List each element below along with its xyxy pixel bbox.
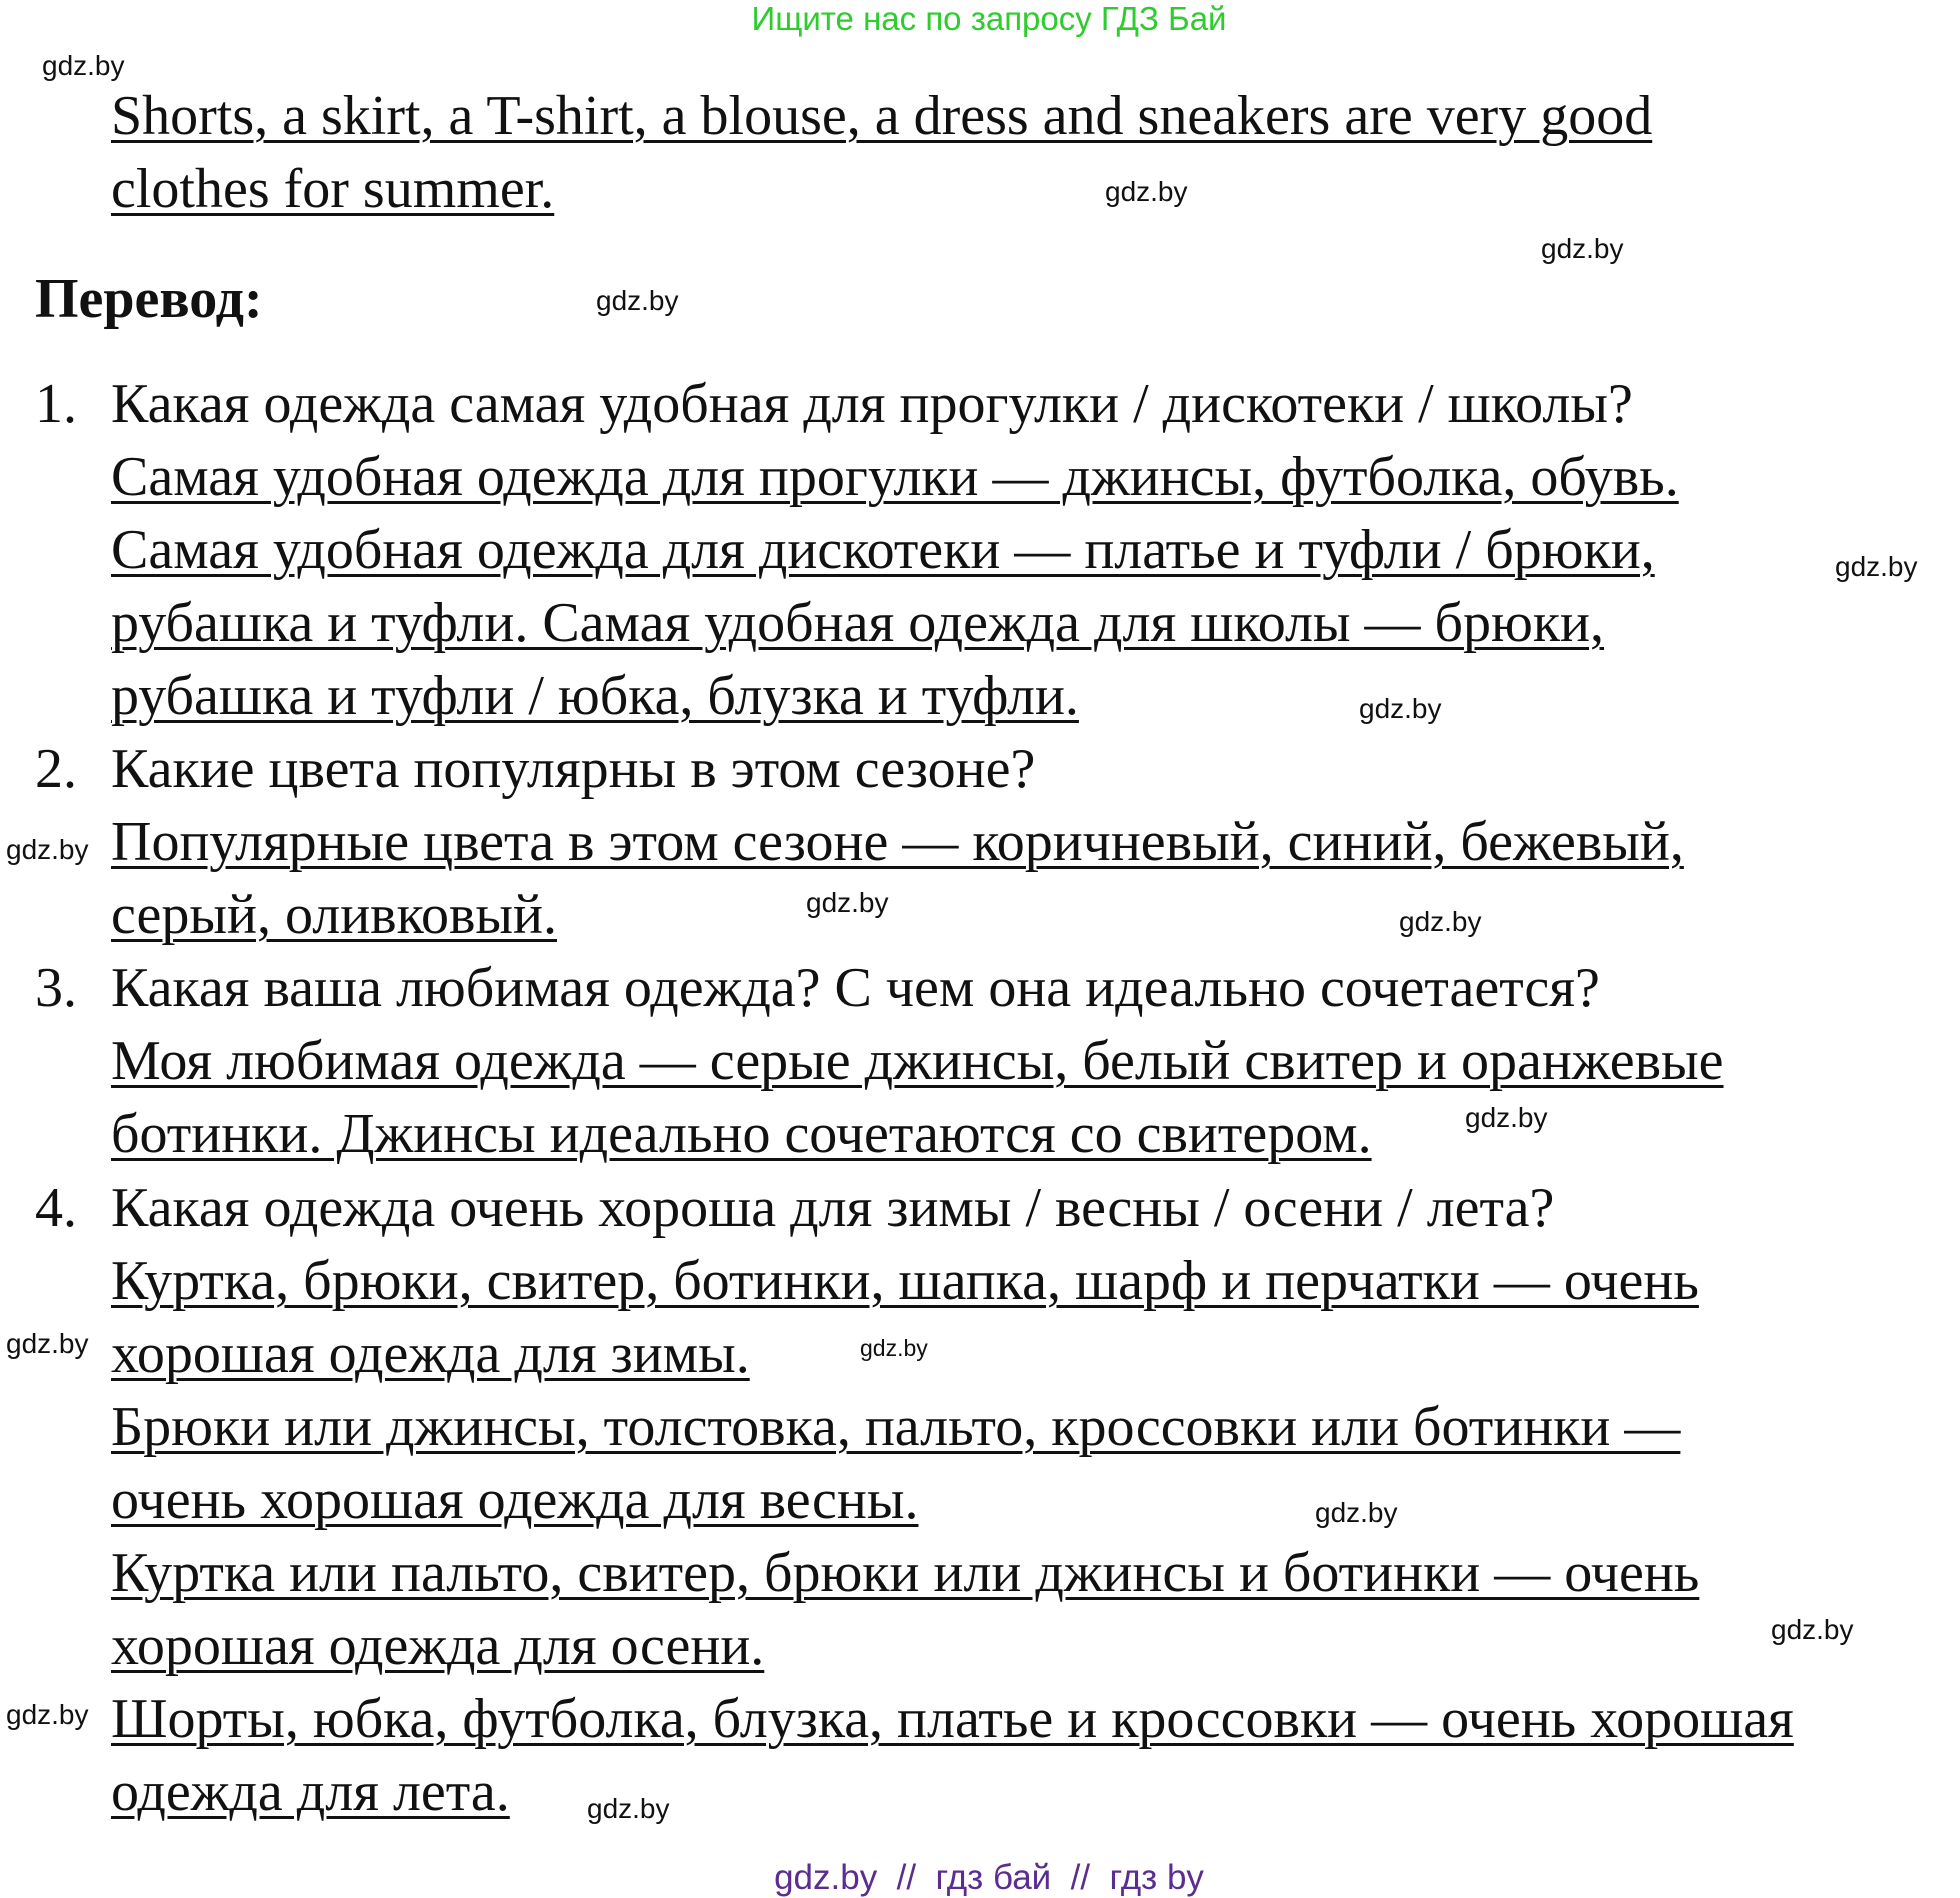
watermark: gdz.by [1771, 1614, 1854, 1645]
watermark: gdz.by [596, 285, 679, 316]
english-line: clothes for summer. [111, 158, 555, 220]
item-number: 1. [35, 373, 77, 435]
watermark: gdz.by [1541, 233, 1624, 264]
answer-line: хорошая одежда для осени. [111, 1615, 765, 1677]
answer-line: очень хорошая одежда для весны. [111, 1469, 919, 1531]
watermark: gdz.by [6, 834, 89, 865]
watermark: gdz.by [1105, 176, 1188, 207]
answer-line: Брюки или джинсы, толстовка, пальто, кроссовки или ботинки — [111, 1396, 1681, 1458]
answer-line: Самая удобная одежда для прогулки — джинсы, футболка, обувь. [111, 446, 1679, 508]
answer-line: рубашка и туфли / юбка, блузка и туфли. [111, 665, 1079, 727]
watermark: gdz.by [1399, 906, 1482, 937]
footer-links: gdz.by // гдз бай // гдз by [774, 1858, 1204, 1897]
answer-line: Моя любимая одежда — серые джинсы, белый свитер и оранжевые [111, 1030, 1724, 1092]
answer-line: ботинки. Джинсы идеально сочетаются со свитером. [111, 1103, 1372, 1165]
search-hint-header: Ищите нас по запросу ГДЗ Бай [751, 0, 1227, 37]
watermark: gdz.by [860, 1335, 928, 1361]
answer-line: Популярные цвета в этом сезоне — коричневый, синий, бежевый, [111, 811, 1684, 873]
watermark: gdz.by [6, 1699, 89, 1730]
english-line: Shorts, a skirt, a T-shirt, a blouse, a dress and sneakers are very good [111, 85, 1653, 147]
answer-line: Куртка или пальто, свитер, брюки или джинсы и ботинки — очень [111, 1542, 1700, 1604]
question: Какие цвета популярны в этом сезоне? [111, 738, 1036, 800]
watermark: gdz.by [6, 1328, 89, 1359]
item-number: 2. [35, 738, 77, 800]
answer-line: Куртка, брюки, свитер, ботинки, шапка, шарф и перчатки — очень [111, 1250, 1699, 1312]
question: Какая ваша любимая одежда? С чем она идеально сочетается? [111, 957, 1600, 1019]
question: Какая одежда очень хороша для зимы / весны / осени / лета? [111, 1177, 1555, 1239]
watermark: gdz.by [42, 50, 125, 81]
item-number: 3. [35, 957, 77, 1019]
answer-line: одежда для лета. [111, 1761, 510, 1823]
watermark: gdz.by [1359, 693, 1442, 724]
watermark: gdz.by [1315, 1497, 1398, 1528]
question: Какая одежда самая удобная для прогулки / дискотеки / школы? [111, 373, 1633, 435]
watermark: gdz.by [806, 887, 889, 918]
watermark: gdz.by [1835, 551, 1918, 582]
item-number: 4. [35, 1177, 77, 1239]
translation-title: Перевод: [35, 268, 263, 330]
answer-line: серый, оливковый. [111, 884, 558, 946]
answer-line: хорошая одежда для зимы. [111, 1323, 750, 1385]
answer-line: Шорты, юбка, футболка, блузка, платье и кроссовки — очень хорошая [111, 1688, 1794, 1750]
answer-line: Самая удобная одежда для дискотеки — платье и туфли / брюки, [111, 519, 1655, 581]
answer-line: рубашка и туфли. Самая удобная одежда для школы — брюки, [111, 592, 1605, 654]
watermark: gdz.by [1465, 1102, 1548, 1133]
watermark: gdz.by [587, 1793, 670, 1824]
